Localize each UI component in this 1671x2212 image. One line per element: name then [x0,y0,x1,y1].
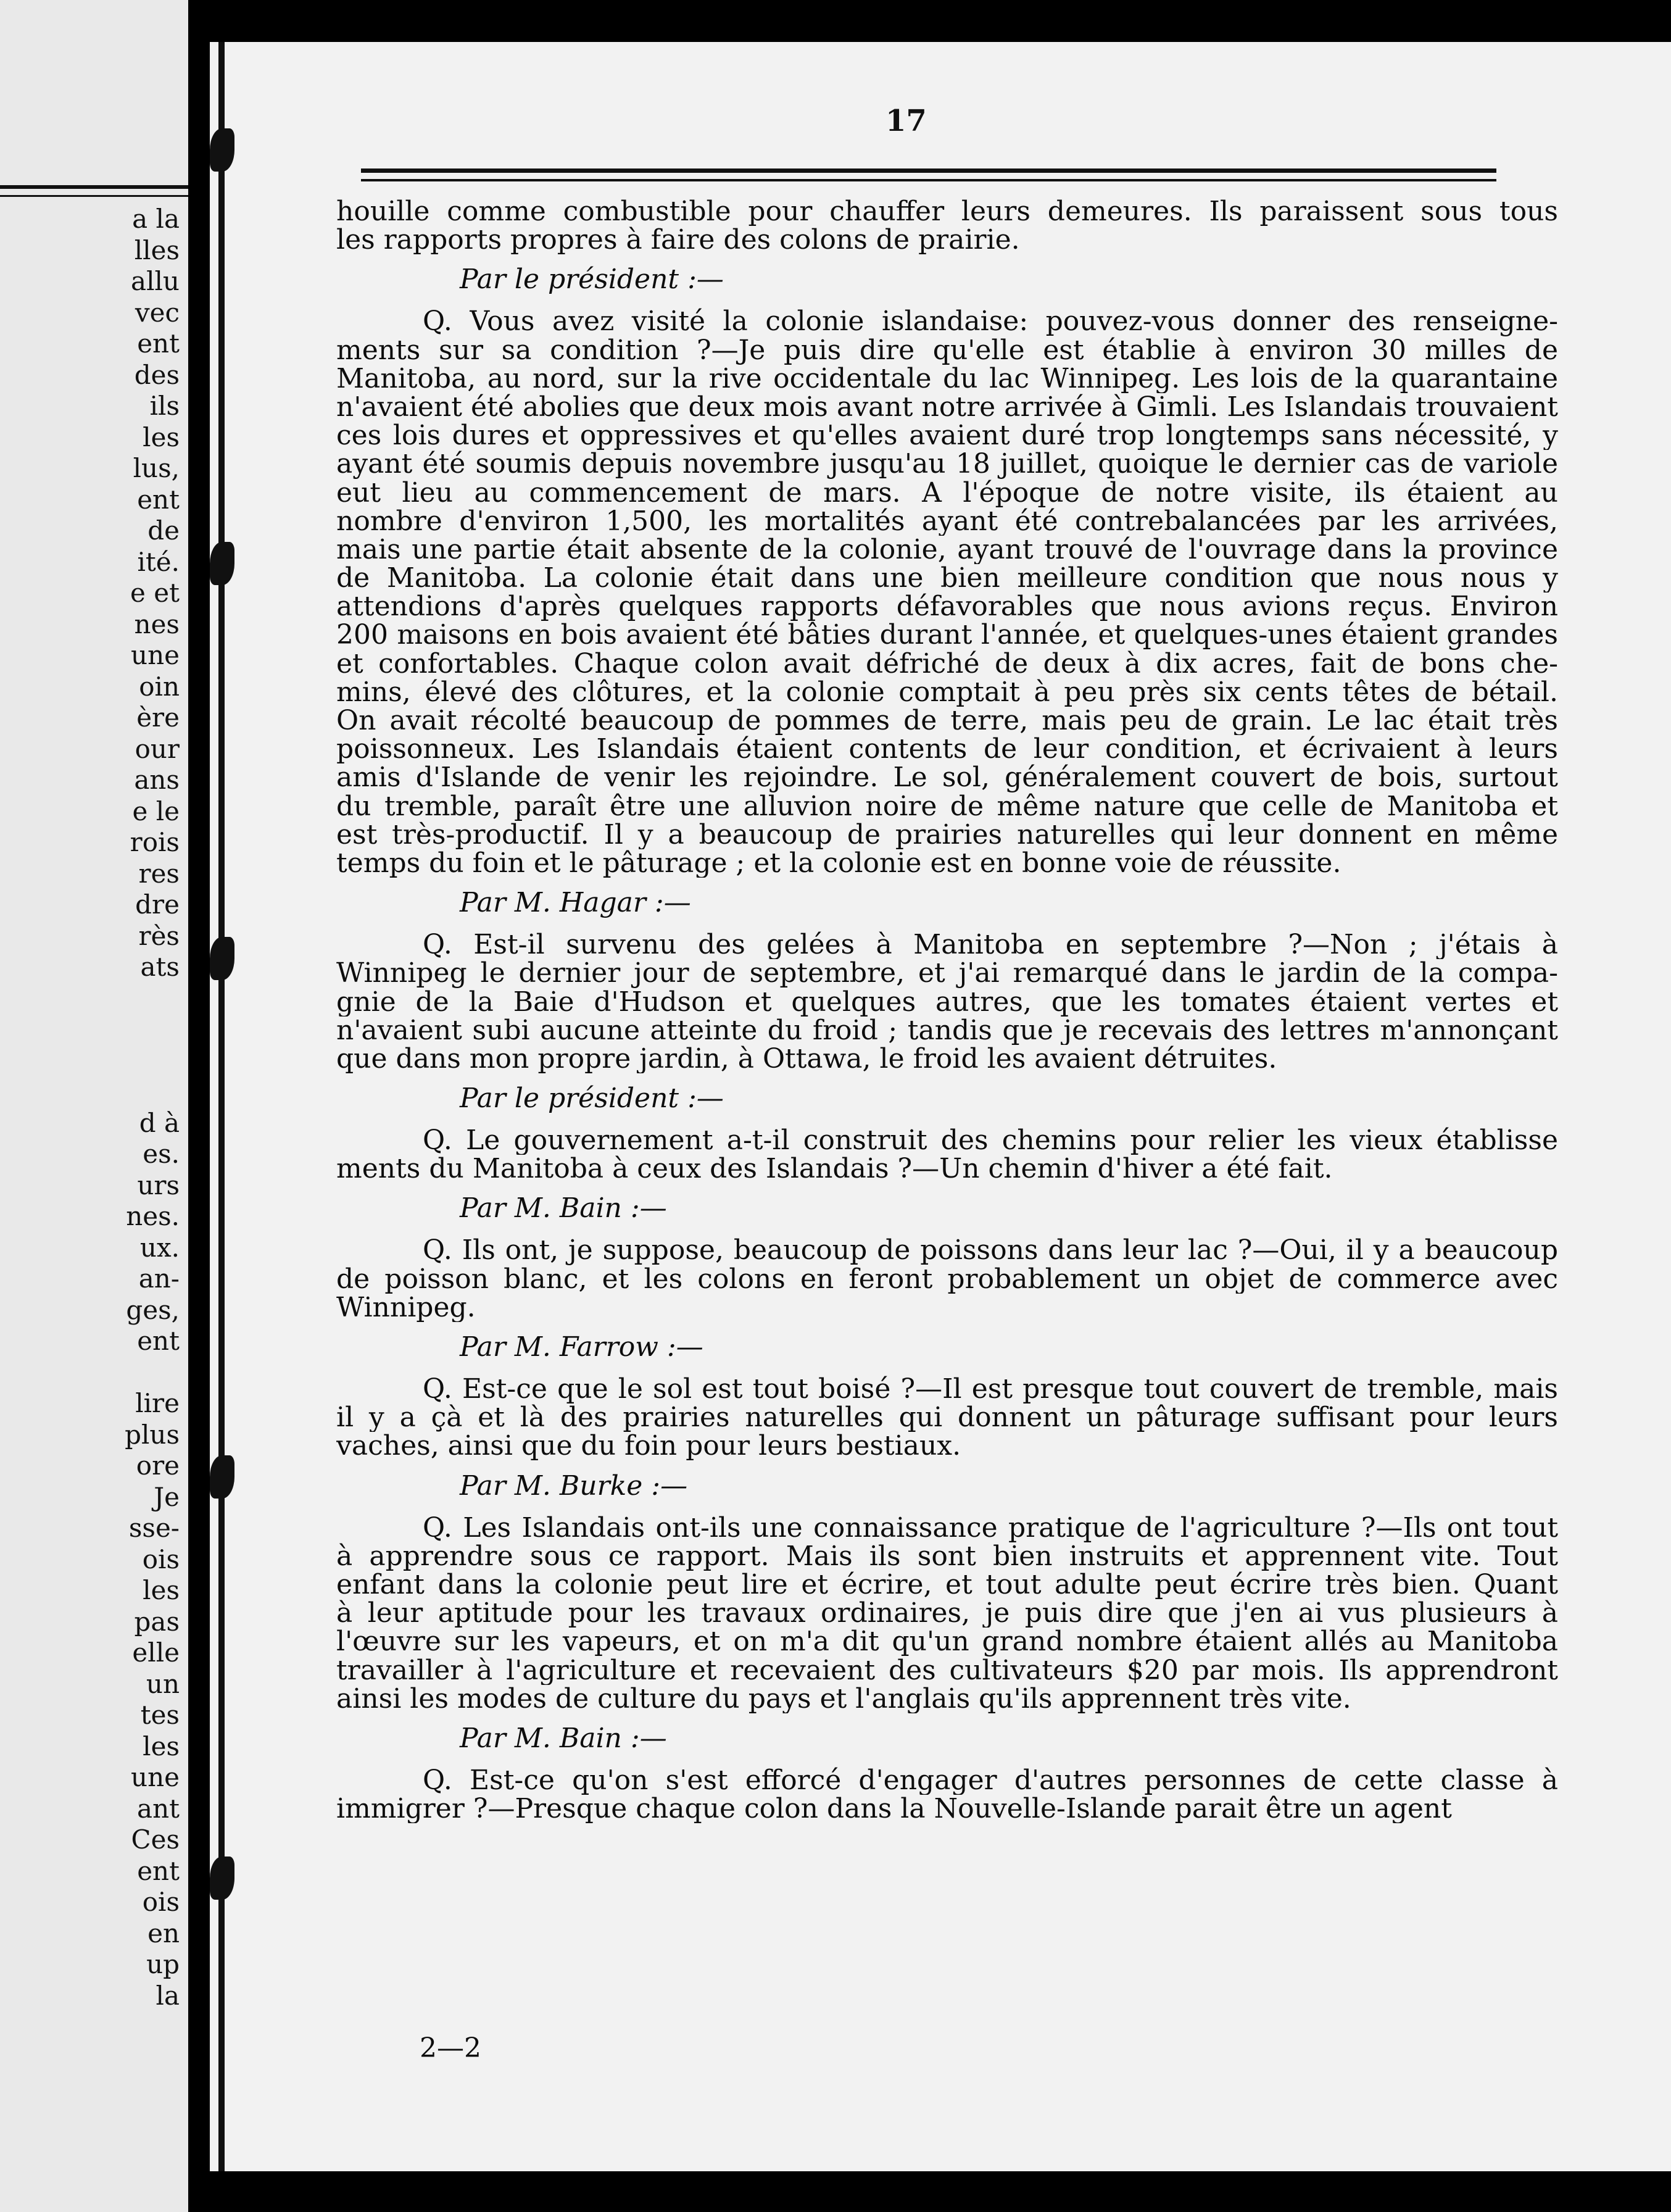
text-line: et confortables. Chaque colon avait défriché de deux à dix acres, fait de bons che- [336,649,1558,678]
text-line: gnie de la Baie d'Hudson et quelques autres, que les tomates étaient vertes et [336,988,1558,1017]
left-page-fragment: ent [137,484,180,515]
left-page-fragment: ore [136,1450,180,1481]
paragraph [336,1514,1558,1713]
binding-stitch-mark [210,128,234,172]
text-line: ces lois dures et oppressives et qu'elles avaient duré trop longtemps sans nécessité, y [336,422,1558,451]
left-page-fragment: our [135,733,180,764]
header-rule [361,168,1496,173]
left-page-fragment: une [131,640,180,670]
left-page-fragment [125,1046,180,1077]
left-page-fragment: Ces [131,1824,180,1855]
left-page-fragment: ère [136,702,180,733]
left-page-fragment: les [143,422,180,452]
left-page-fragment: une [131,1762,180,1792]
left-page-fragment: ent [137,1855,180,1886]
text-line: Q. Le gouvernement a-t-il construit des chemins pour relier les vieux établisse [423,1126,1558,1155]
left-page-fragment: ils [149,391,180,421]
speaker-heading: Par le président :— [460,1083,724,1115]
paragraph [336,198,1558,254]
text-line: à leur aptitude pour les travaux ordinaires, je puis dire que j'en ai vus plusieurs à [336,1599,1558,1628]
header-rule [361,179,1496,181]
binding-stitch-mark [210,1856,234,1900]
text-line: les rapports propres à faire des colons de prairie. [336,226,1020,255]
text-line: poissonneux. Les Islandais étaient contents de leur condition, et écrivaient à leurs [336,735,1558,764]
text-line: ments sur sa condition ?—Je puis dire qu'elle est établie à environ 30 milles de [336,336,1558,365]
text-line: amis d'Islande de venir les rejoindre. Le sol, généralement couvert de bois, surtout [336,763,1558,792]
book-page [210,42,1671,2171]
binding-stitch-mark [210,1455,234,1499]
text-line: Q. Est-ce que le sol est tout boisé ?—Il est presque tout couvert de tremble, mais [423,1375,1558,1404]
text-line: ments du Manitoba à ceux des Islandais ?—Un chemin d'hiver a été fait. [336,1155,1333,1184]
left-page-fragment: lles [134,235,180,265]
text-line: houille comme combustible pour chauffer leurs demeures. Ils paraissent sous tous [336,198,1558,227]
left-page-fragment: sse- [128,1513,180,1543]
left-page-rule [0,185,188,189]
text-line: On avait récolté beaucoup de pommes de terre, mais peu de grain. Le lac était très [336,707,1558,736]
left-page-fragment [125,1357,180,1389]
left-page-fragment: d à [139,1107,180,1138]
text-line: travailler à l'agriculture et recevaient des cultivateurs $20 par mois. Ils apprendront [336,1656,1558,1685]
text-line: eut lieu au commencement de mars. A l'époque de notre visite, ils étaient au [336,478,1558,507]
speaker-heading: Par M. Hagar :— [460,887,691,919]
binding-stitch-mark [210,937,234,980]
text-line: vaches, ainsi que du foin pour leurs bestiaux. [336,1432,961,1461]
left-page-fragment: up [146,1949,180,1979]
left-page-fragment: allu [131,266,180,296]
text-line: ayant été soumis depuis novembre jusqu'au 18 juillet, quoique le dernier cas de variole [336,450,1558,479]
text-line: n'avaient subi aucune atteinte du froid ; tandis que je recevais des lettres m'annonçant [336,1016,1558,1045]
left-page-fragment: ois [142,1544,180,1574]
left-page-fragment: un [146,1668,180,1699]
left-page-fragment: res [138,858,180,889]
left-page-fragment: an- [138,1263,180,1294]
book-gutter [188,0,210,2212]
text-line: nombre d'environ 1,500, les mortalités ayant été contrebalancées par les arrivées, [336,507,1558,536]
paragraph [336,1766,1558,1823]
text-line: de Manitoba. La colonie était dans une bien meilleure condition que nous nous y [336,564,1558,593]
speaker-heading: Par M. Bain :— [460,1192,667,1224]
left-page-fragment [125,1014,180,1046]
text-line: mais une partie était absente de la colonie, ayant trouvé de l'ouvrage dans la province [336,535,1558,565]
left-page-fragment: rès [138,920,180,951]
text-line: temps du foin et le pâturage ; et la colonie est en bonne voie de réussite. [336,849,1341,878]
text-line: Manitoba, au nord, sur la rive occidentale du lac Winnipeg. Les lois de la quarantaine [336,364,1558,393]
left-page-fragment: elle [132,1637,180,1668]
body-text [336,198,1558,1823]
left-page-fragment [125,983,180,1015]
left-page-fragment: tes [140,1700,180,1730]
left-page-fragment: lus, [133,453,180,483]
speaker-heading: Par le président :— [460,264,724,296]
left-page-fragment: ent [137,1326,180,1356]
left-page-fragment: urs [137,1170,180,1200]
left-page-fragment: plus [125,1419,180,1450]
left-page-fragment: les [143,1575,180,1605]
text-line: attendions d'après quelques rapports défavorables que nous avions reçus. Environ [336,592,1558,622]
left-page-fragment: ats [140,952,180,982]
text-line: Q. Vous avez visité la colonie islandaise: pouvez-vous donner des renseigne- [423,307,1558,336]
speaker-heading: Par M. Bain :— [460,1722,667,1754]
left-page-rule [0,195,188,197]
text-line: Q. Les Islandais ont-ils une connaissance pratique de l'agriculture ?—Ils ont tout [423,1513,1558,1542]
speaker-heading: Par M. Farrow :— [460,1331,703,1363]
text-line: immigrer ?—Presque chaque colon dans la Nouvelle-Islande parait être un agent [336,1795,1452,1824]
left-page-fragment: rois [130,827,180,857]
text-line: 200 maisons en bois avaient été bâties durant l'année, et quelques-unes étaient grandes [336,621,1558,650]
text-line: ainsi les modes de culture du pays et l'anglais qu'ils apprennent très vite. [336,1684,1351,1713]
text-line: mins, élevé des clôtures, et la colonie comptait à peu près six cents têtes de bétail. [336,678,1558,707]
text-line: l'œuvre sur les vapeurs, et on m'a dit qu'un grand nombre étaient allés au Manitoba [336,1628,1558,1657]
left-facing-page [0,0,188,2212]
text-line: de poisson blanc, et les colons en feront probablement un objet de commerce avec [336,1265,1558,1294]
page-number: 17 [885,104,927,138]
left-page-fragment: ité. [137,546,180,577]
left-page-fragment: en [147,1918,180,1948]
paragraph [336,307,1558,878]
left-page-fragment: des [134,359,180,390]
text-line: il y a çà et là des prairies naturelles qui donnent un pâturage suffisant pour leurs [336,1403,1558,1432]
text-line: Winnipeg. [336,1293,476,1322]
left-page-fragment: ois [142,1887,180,1917]
left-page-fragment: ant [137,1793,180,1824]
speaker-heading: Par M. Burke :— [460,1470,688,1502]
left-page-fragment: les [143,1731,180,1761]
paragraph [336,1126,1558,1183]
text-line: Q. Est-ce qu'on s'est efforcé d'engager d'autres personnes de cette classe à [423,1766,1558,1795]
left-page-fragment: lire [135,1388,180,1418]
text-line: Q. Est-il survenu des gelées à Manitoba en septembre ?—Non ; j'étais à [423,931,1558,960]
left-page-fragment: ent [137,328,180,359]
left-page-fragment: e le [132,796,180,826]
text-line: n'avaient été abolies que deux mois avant notre arrivée à Gimli. Les Islandais trouvaient [336,393,1558,422]
left-page-fragment [125,1076,180,1108]
text-line: du tremble, paraît être une alluvion noire de même nature que celle de Manitoba et [336,792,1558,821]
text-line: enfant dans la colonie peut lire et écrire, et tout adulte peut écrire très bien. Quant [336,1570,1558,1600]
binding-stitch-line [218,42,225,2171]
text-line: Q. Ils ont, je suppose, beaucoup de poissons dans leur lac ?—Oui, il y a beaucoup [423,1236,1558,1265]
text-line: que dans mon propre jardin, à Ottawa, le froid les avaient détruites. [336,1044,1277,1074]
left-page-fragment: e et [130,578,180,608]
left-page-fragment: ux. [139,1232,180,1263]
paragraph [336,931,1558,1073]
paragraph [336,1236,1558,1322]
signature-mark: 2—2 [420,2032,481,2064]
left-page-fragment: a la [132,204,180,234]
text-line: Winnipeg le dernier jour de septembre, et j'ai remarqué dans le jardin de la compa- [336,959,1558,988]
left-page-fragment: Je [154,1481,180,1512]
left-page-fragment: oin [139,671,180,702]
left-page-fragment: nes. [126,1201,180,1231]
binding-stitch-mark [210,542,234,585]
left-page-fragment: de [147,515,180,546]
text-line: est très-productif. Il y a beaucoup de prairies naturelles qui leur donnent en même [336,820,1558,849]
paragraph [336,1375,1558,1461]
left-page-fragment: ans [134,765,180,795]
left-page-fragment: ges, [126,1294,180,1325]
left-page-fragment: la [155,1980,180,2011]
text-line: à apprendre sous ce rapport. Mais ils sont bien instruits et apprennent vite. Tout [336,1542,1558,1571]
left-page-fragment: pas [134,1606,180,1637]
left-page-text-fragments [125,204,180,2011]
left-page-fragment: vec [135,297,180,328]
left-page-fragment: nes [134,609,180,639]
left-page-fragment: dre [135,889,180,920]
left-page-fragment: es. [143,1139,180,1169]
